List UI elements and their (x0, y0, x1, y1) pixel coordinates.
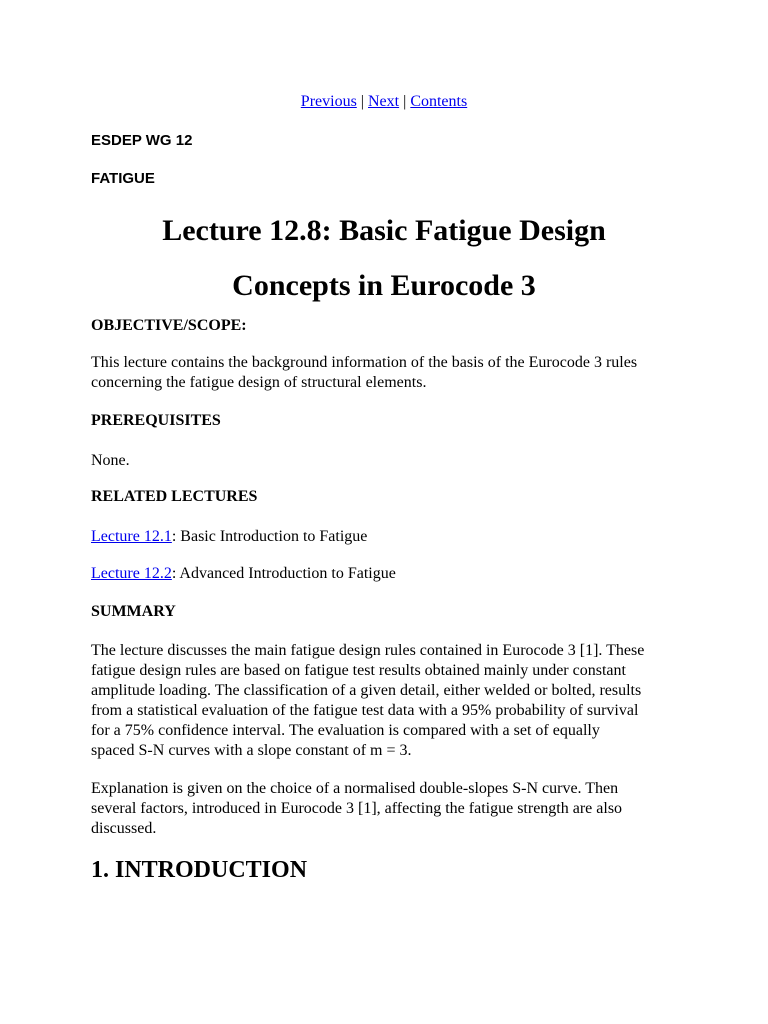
prerequisites-text: None. (91, 452, 130, 469)
summary-line: spaced S-N curves with a slope constant of m = 3. (91, 742, 412, 759)
summary-paragraph-1 (91, 641, 691, 761)
summary-line: The lecture discusses the main fatigue design rules contained in Eurocode 3 [1]. These (91, 642, 645, 659)
summary-line: fatigue design rules are based on fatigue test results obtained mainly under constant (91, 662, 626, 679)
nav-separator: | (360, 93, 364, 110)
lecture-12-2-link[interactable]: Lecture 12.2 (91, 565, 172, 582)
related-lectures-heading: RELATED LECTURES (91, 488, 258, 505)
objective-text (91, 353, 691, 393)
summary-heading: SUMMARY (91, 603, 176, 620)
prerequisites-heading: PREREQUISITES (91, 412, 221, 429)
summary-line: for a 75% confidence interval. The evaluation is compared with a set of equally (91, 722, 600, 739)
page-title (91, 203, 677, 313)
title-line-2: Concepts in Eurocode 3 (232, 269, 536, 302)
summary-paragraph-2 (91, 779, 691, 839)
next-link[interactable]: Next (368, 93, 400, 110)
navigation-bar (91, 93, 677, 111)
related-lecture-item (91, 527, 691, 547)
summary-line: discussed. (91, 820, 157, 837)
working-group-label: ESDEP WG 12 (91, 132, 193, 149)
related-lecture-item (91, 564, 691, 584)
summary-line: several factors, introduced in Eurocode 3 [1], affecting the fatigue strength are also (91, 800, 623, 817)
summary-line: Explanation is given on the choice of a normalised double-slopes S-N curve. Then (91, 780, 619, 797)
contents-link[interactable]: Contents (410, 93, 468, 110)
objective-line: This lecture contains the background information of the basis of the Eurocode 3 rules (91, 354, 638, 371)
title-line-1: Lecture 12.8: Basic Fatigue Design (162, 214, 606, 247)
topic-label: FATIGUE (91, 170, 155, 187)
lecture-12-1-link[interactable]: Lecture 12.1 (91, 528, 172, 545)
objective-heading: OBJECTIVE/SCOPE: (91, 317, 247, 334)
objective-line: concerning the fatigue design of structural elements. (91, 374, 427, 391)
nav-separator: | (403, 93, 407, 110)
summary-line: amplitude loading. The classification of a given detail, either welded or bolted, results (91, 682, 642, 699)
summary-line: from a statistical evaluation of the fatigue test data with a 95% probability of survival (91, 702, 639, 719)
related-lecture-title: : Advanced Introduction to Fatigue (171, 565, 396, 582)
related-lecture-title: : Basic Introduction to Fatigue (171, 528, 368, 545)
section-heading-introduction: 1. INTRODUCTION (91, 857, 308, 883)
previous-link[interactable]: Previous (300, 93, 357, 110)
